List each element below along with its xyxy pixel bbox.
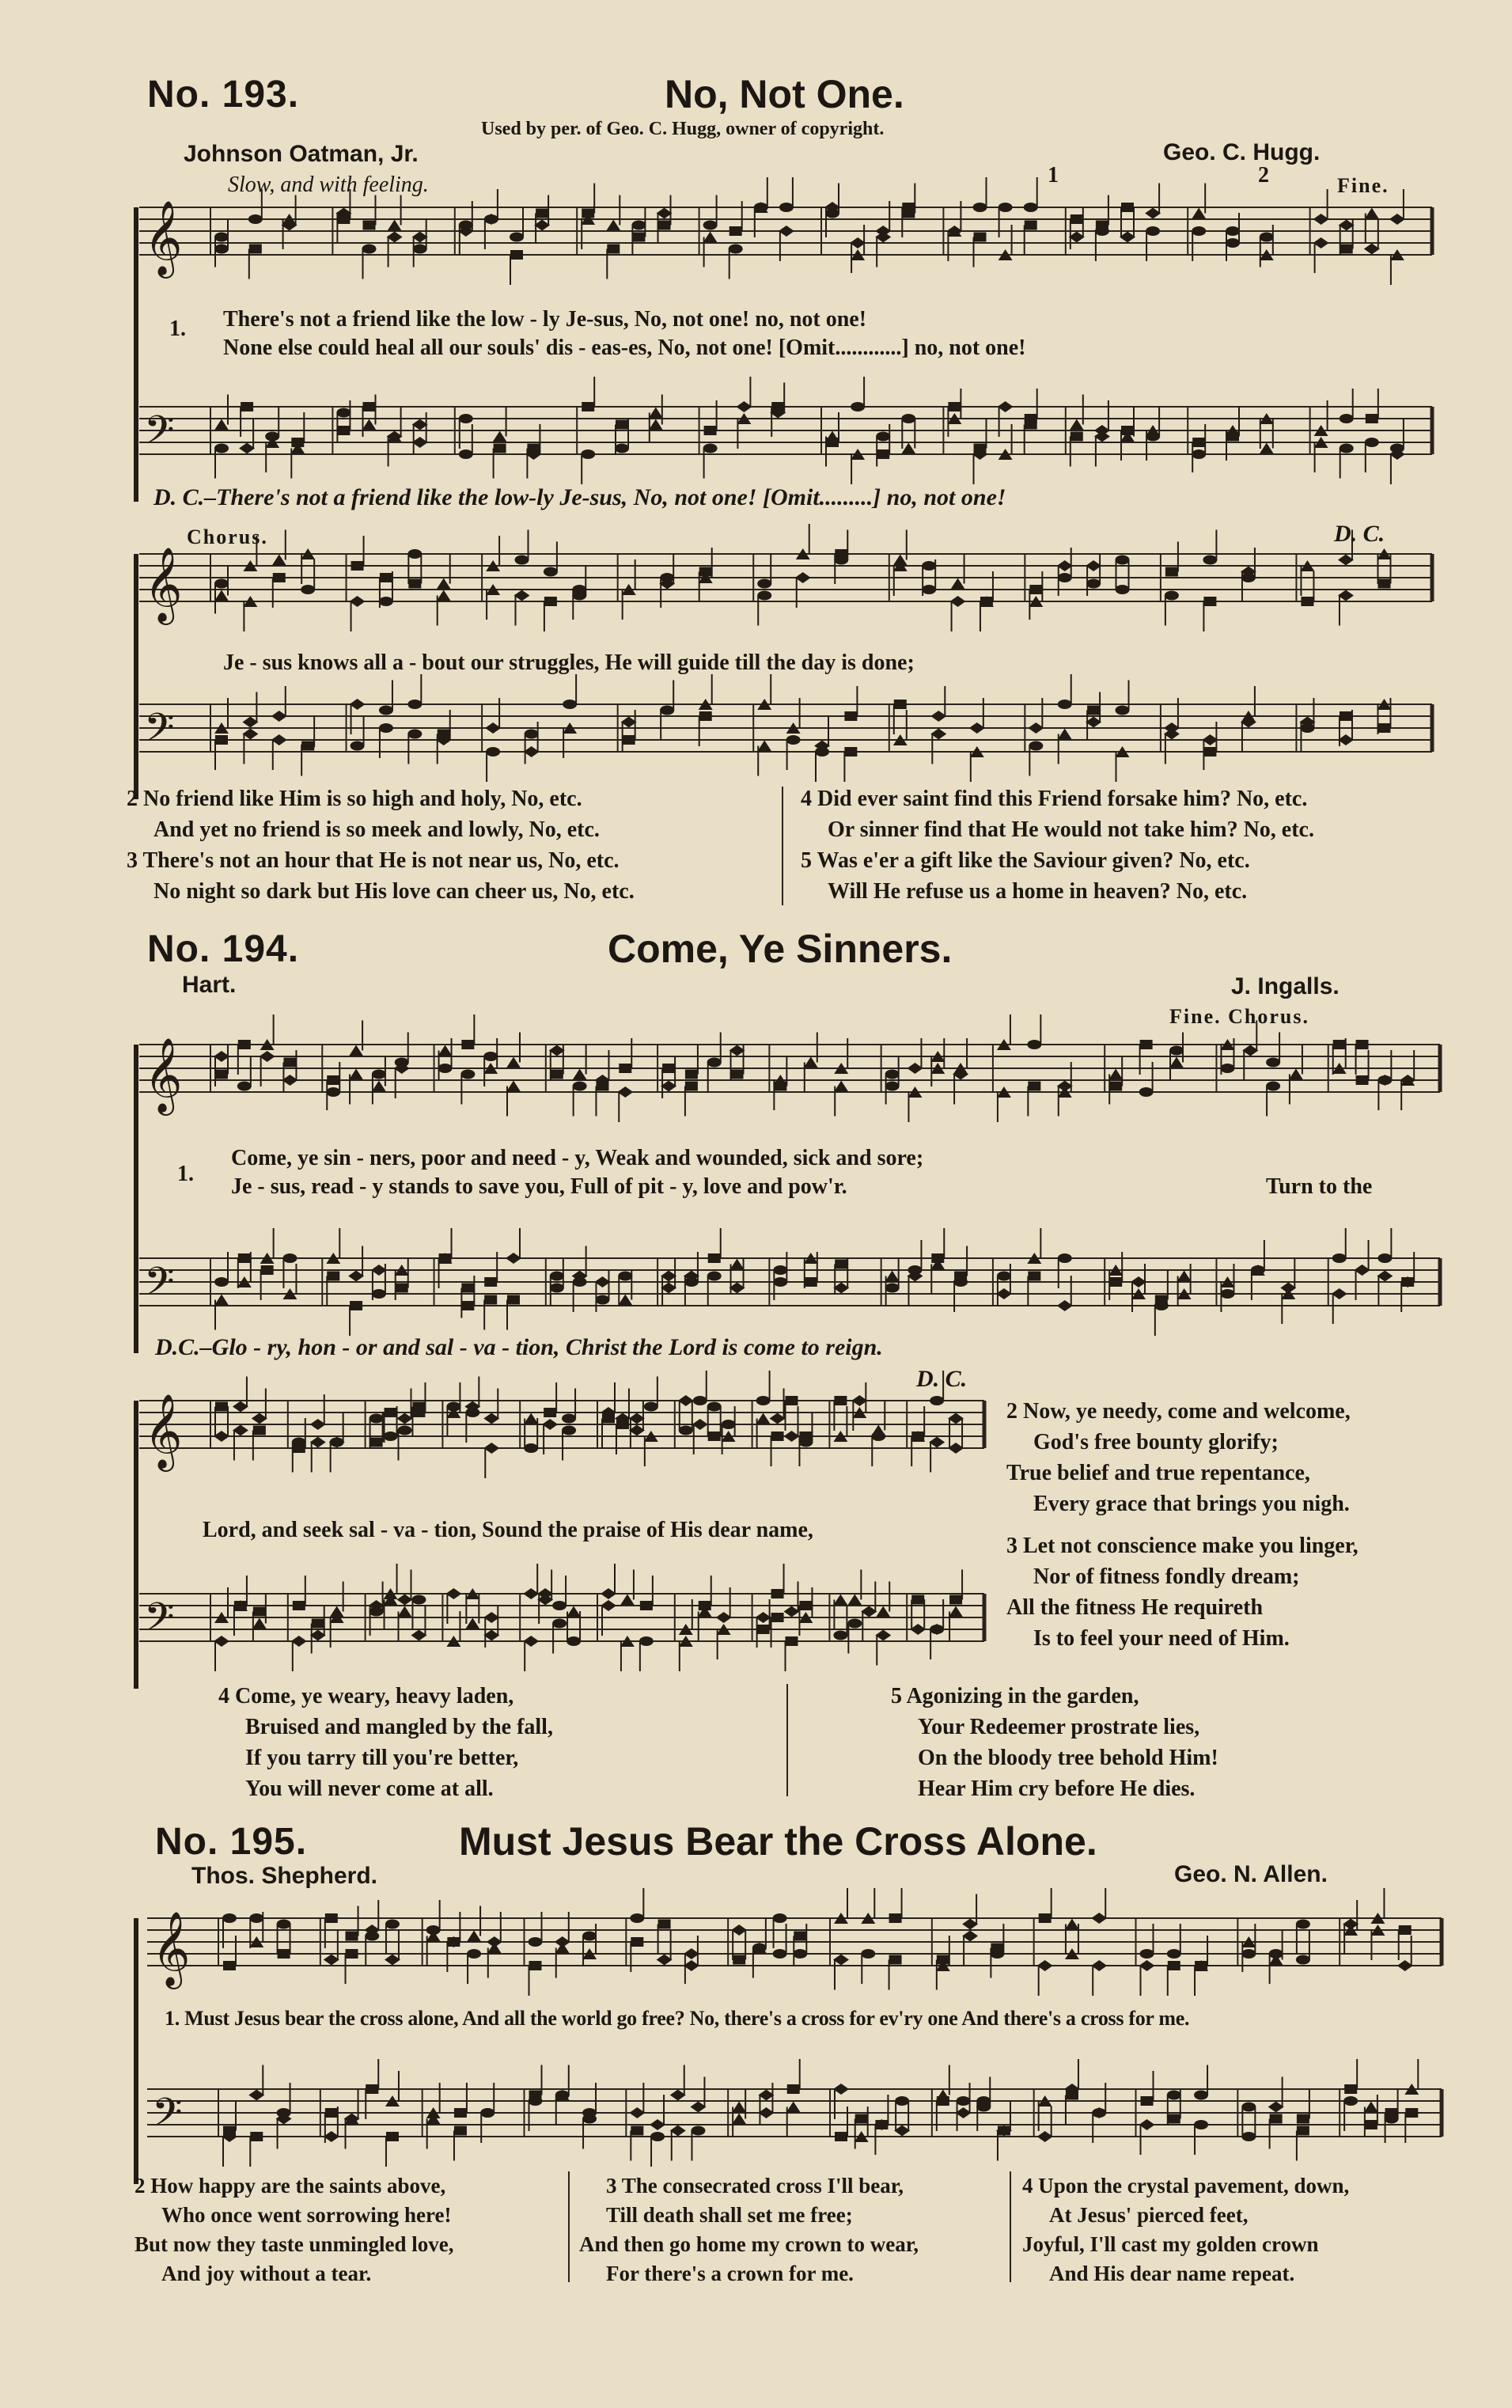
verse-line: 2 No friend like Him is so high and holy, No, etc. bbox=[127, 787, 582, 811]
svg-text:𝄢: 𝄢 bbox=[144, 408, 175, 463]
fine-chorus-mark: Fine. Chorus. bbox=[1169, 1005, 1309, 1028]
verse-line: Is to feel your need of Him. bbox=[1033, 1626, 1290, 1651]
hymn-number: No. 194. bbox=[147, 928, 300, 970]
verse-divider bbox=[782, 787, 783, 905]
verse-line: Every grace that brings you nigh. bbox=[1033, 1492, 1350, 1516]
verse-line: And joy without a tear. bbox=[161, 2262, 372, 2285]
verse-line: 4 Did ever saint find this Friend forsake him? No, etc. bbox=[801, 787, 1308, 811]
lyric-line-1: There's not a friend like the low - ly Je-sus, No, not one! no, not one! bbox=[223, 307, 867, 332]
lyricist: Johnson Oatman, Jr. bbox=[184, 141, 419, 167]
ending-2: 2 bbox=[1258, 163, 1269, 188]
hymn-number: No. 193. bbox=[147, 74, 300, 116]
chorus-lyric: Je - sus knows all a - bout our struggles, He will guide till the day is done; bbox=[223, 650, 915, 675]
verse-divider bbox=[786, 1684, 788, 1796]
verses-side bbox=[1006, 1396, 1359, 1654]
svg-text:𝄢: 𝄢 bbox=[144, 1595, 175, 1650]
verse-line: 4 Come, ye weary, heavy laden, bbox=[218, 1684, 514, 1708]
verse-line: 2 Now, ye needy, come and welcome, bbox=[1006, 1399, 1351, 1424]
tempo-marking: Slow, and with feeling. bbox=[228, 173, 429, 197]
chorus-lyric: Lord, and seek sal - va - tion, Sound the praise of His dear name, bbox=[203, 1518, 813, 1542]
verse-line: 5 Agonizing in the garden, bbox=[891, 1684, 1139, 1708]
verse-line: Bruised and mangled by the fall, bbox=[245, 1715, 553, 1739]
svg-text:𝄞: 𝄞 bbox=[144, 1037, 183, 1113]
verse-line: Or sinner find that He would not take him? No, etc. bbox=[828, 817, 1314, 842]
svg-text:𝄢: 𝄢 bbox=[152, 2090, 183, 2145]
verses-col-2 bbox=[579, 2171, 919, 2289]
verse-line: For there's a crown for me. bbox=[606, 2262, 854, 2285]
verse-line: True belief and true repentance, bbox=[1006, 1461, 1310, 1485]
verse-line: You will never come at all. bbox=[245, 1777, 494, 1801]
verse-line: Who once went sorrowing here! bbox=[161, 2203, 452, 2227]
verses-left bbox=[218, 1681, 553, 1804]
hymn-title: Come, Ye Sinners. bbox=[608, 927, 953, 971]
verse-line: And His dear name repeat. bbox=[1049, 2262, 1295, 2285]
composer: Geo. N. Allen. bbox=[1174, 1861, 1328, 1887]
svg-text:𝄞: 𝄞 bbox=[144, 1394, 183, 1469]
verse-line: Nor of fitness fondly dream; bbox=[1033, 1564, 1300, 1589]
verse-line: Your Redeemer prostrate lies, bbox=[918, 1715, 1200, 1739]
copyright-note: Used by per. of Geo. C. Hugg, owner of copyright. bbox=[481, 119, 885, 139]
chorus-label: Chorus. bbox=[187, 525, 268, 548]
verse-line: All the fitness He requireth bbox=[1006, 1595, 1264, 1620]
verse-line: God's free bounty glorify; bbox=[1033, 1430, 1279, 1454]
composer: Geo. C. Hugg. bbox=[1163, 139, 1321, 165]
composer: J. Ingalls. bbox=[1231, 973, 1340, 999]
verse-marker: 1. bbox=[169, 317, 186, 341]
verse-line: And yet no friend is so meek and lowly, No, etc. bbox=[153, 817, 600, 842]
verse-line: 3 Let not conscience make you linger, bbox=[1006, 1534, 1359, 1558]
dc-lyric-line: D.C.–Glo - ry, hon - or and sal - va - tion, Christ the Lord is come to reign. bbox=[155, 1334, 883, 1360]
verses-col-1 bbox=[135, 2171, 454, 2289]
verse-line: 5 Was e'er a gift like the Saviour given? No, etc. bbox=[801, 848, 1250, 873]
verse-line: 3 There's not an hour that He is not near us, No, etc. bbox=[127, 848, 620, 873]
svg-text:𝄢: 𝄢 bbox=[144, 705, 175, 760]
dc-mark: D. C. bbox=[916, 1366, 968, 1392]
verse-line: If you tarry till you're better, bbox=[245, 1746, 519, 1770]
verses-left bbox=[127, 783, 635, 907]
verse-line: 4 Upon the crystal pavement, down, bbox=[1022, 2174, 1350, 2198]
verses-right bbox=[891, 1681, 1218, 1804]
lyric-line-1: 1. Must Jesus bear the cross alone, And all the world go free? No, there's a cross for ev'ry one And there's a cross for me. bbox=[165, 2007, 1190, 2030]
verse-line: At Jesus' pierced feet, bbox=[1049, 2203, 1249, 2227]
verse-line: On the bloody tree behold Him! bbox=[918, 1746, 1218, 1770]
verse-divider bbox=[1010, 2171, 1011, 2282]
verse-divider bbox=[568, 2171, 570, 2282]
svg-text:𝄞: 𝄞 bbox=[144, 547, 183, 622]
verse-line: Hear Him cry before He dies. bbox=[918, 1777, 1196, 1801]
verse-line: 2 How happy are the saints above, bbox=[135, 2174, 446, 2198]
svg-text:𝄞: 𝄞 bbox=[144, 200, 183, 275]
verse-line: Joyful, I'll cast my golden crown bbox=[1022, 2232, 1319, 2256]
dc-lyric-line: D. C.–There's not a friend like the low-ly Je-sus, No, not one! [Omit.........] no, not one! bbox=[153, 484, 1006, 510]
fine-mark: Fine. bbox=[1337, 174, 1389, 197]
hymn-title: No, Not One. bbox=[665, 72, 904, 116]
dc-mark: D. C. bbox=[1334, 521, 1385, 547]
verse-line: But now they taste unmingled love, bbox=[135, 2232, 454, 2256]
lyric-line-1: Come, ye sin - ners, poor and need - y, Weak and wounded, sick and sore; bbox=[231, 1146, 924, 1170]
verses-right bbox=[801, 783, 1314, 907]
lyric-line-2: None else could heal all our souls' dis - eas-es, No, not one! [Omit............] no, not one! bbox=[223, 336, 1026, 360]
verse-marker: 1. bbox=[177, 1162, 194, 1186]
verse-line: No night so dark but His love can cheer us, No, etc. bbox=[153, 879, 635, 904]
hymn-number: No. 195. bbox=[155, 1821, 308, 1863]
ending-1: 1 bbox=[1048, 163, 1059, 188]
verse-line: 3 The consecrated cross I'll bear, bbox=[606, 2174, 904, 2198]
lyric-line-2: Je - sus, read - y stands to save you, Full of pit - y, love and pow'r. bbox=[231, 1174, 847, 1199]
svg-text:𝄞: 𝄞 bbox=[152, 1911, 191, 1986]
turn-to-text: Turn to the bbox=[1266, 1174, 1373, 1199]
hymn-title: Must Jesus Bear the Cross Alone. bbox=[459, 1819, 1097, 1864]
lyricist: Hart. bbox=[182, 972, 237, 998]
verse-line: Till death shall set me free; bbox=[606, 2203, 853, 2227]
verses-col-3 bbox=[1022, 2171, 1349, 2289]
svg-text:𝄢: 𝄢 bbox=[144, 1259, 175, 1314]
verse-line: Will He refuse us a home in heaven? No, etc. bbox=[828, 879, 1248, 904]
lyricist: Thos. Shepherd. bbox=[191, 1863, 378, 1889]
verse-line: And then go home my crown to wear, bbox=[579, 2232, 919, 2256]
